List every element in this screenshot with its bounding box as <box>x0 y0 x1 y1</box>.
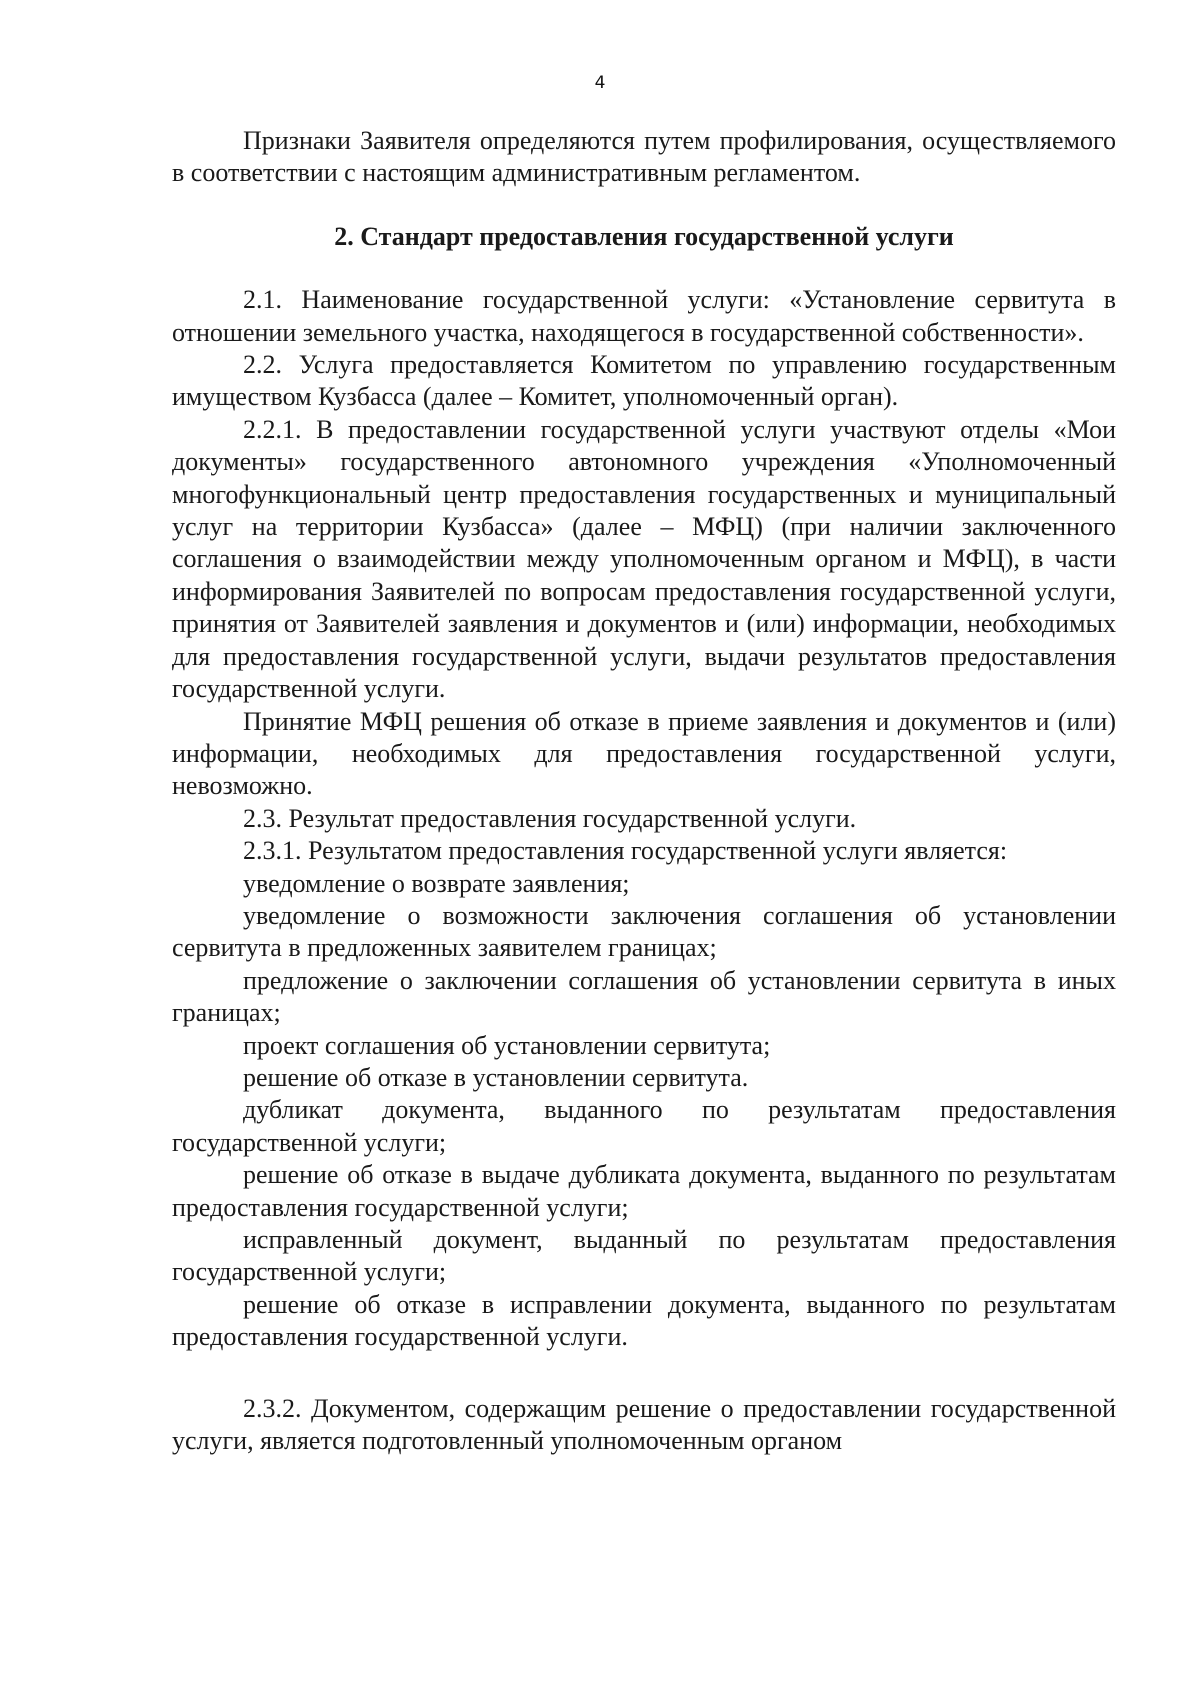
paragraph-gap <box>172 1354 1116 1393</box>
result-item: дубликат документа, выданного по результатам предоставления государственной услуги; <box>172 1095 1116 1157</box>
result-item: решение об отказе в установлении сервитута. <box>243 1062 749 1092</box>
result-item: решение об отказе в выдаче дубликата документа, выданного по результатам предоставления государственной услуги; <box>172 1160 1116 1222</box>
result-item: проект соглашения об установлении сервитута; <box>243 1030 771 1060</box>
page-number: 4 <box>594 73 606 93</box>
result-item: предложение о заключении соглашения об установлении сервитута в иных границах; <box>172 965 1116 1028</box>
paragraph-2-1: 2.1. Наименование государственной услуги: «Установление сервитута в отношении земельного участка, находящегося в государственной собственности». <box>172 285 1116 347</box>
paragraph-mfc-refusal: Принятие МФЦ решения об отказе в приеме заявления и документов и (или) информации, необходимых для предоставления государственной услуги, невозможно. <box>172 706 1116 801</box>
result-item: решение об отказе в исправлении документа, выданного по результатам предоставления государственной услуги. <box>172 1289 1116 1352</box>
result-item: уведомление о возврате заявления; <box>243 868 630 898</box>
section-heading: 2. Стандарт предоставления государственной услуги <box>334 221 954 251</box>
result-item: уведомление о возможности заключения соглашения об установлении сервитута в предложенных заявителем границах; <box>172 900 1116 963</box>
document-body <box>172 125 1116 1457</box>
paragraph-2-3-1: 2.3.1. Результатом предоставления государственной услуги является: <box>243 836 1008 866</box>
paragraph-2-3: 2.3. Результат предоставления государственной услуги. <box>243 803 857 833</box>
paragraph-2-2-1: 2.2.1. В предоставлении государственной услуги участвуют отделы «Мои документы» государственного автономного учреждения «Уполномоченный многофункциональный центр предоставления государственных и муниципальный услуг на территории Кузбасса» (далее – МФЦ) (при наличии заключенного соглашения о взаимодействии между уполномоченным органом и МФЦ), в части информирования Заявителей по вопросам предоставления государственной услуги, принятия от Заявителей заявления и документов и (или) информации, необходимых для предоставления государственной услуги, выдачи результатов предоставления государственной услуги. <box>172 414 1116 704</box>
paragraph-applicant-features: Признаки Заявителя определяются путем профилирования, осуществляемого в соответствии с настоящим административным регламентом. <box>172 126 1116 188</box>
result-item: исправленный документ, выданный по результатам предоставления государственной услуги; <box>172 1225 1116 1287</box>
paragraph-2-3-2: 2.3.2. Документом, содержащим решение о предоставлении государственной услуги, является подготовленный уполномоченным органом <box>172 1393 1116 1456</box>
paragraph-2-2: 2.2. Услуга предоставляется Комитетом по управлению государственным имуществом Кузбасса (далее – Комитет, уполномоченный орган). <box>172 350 1116 412</box>
